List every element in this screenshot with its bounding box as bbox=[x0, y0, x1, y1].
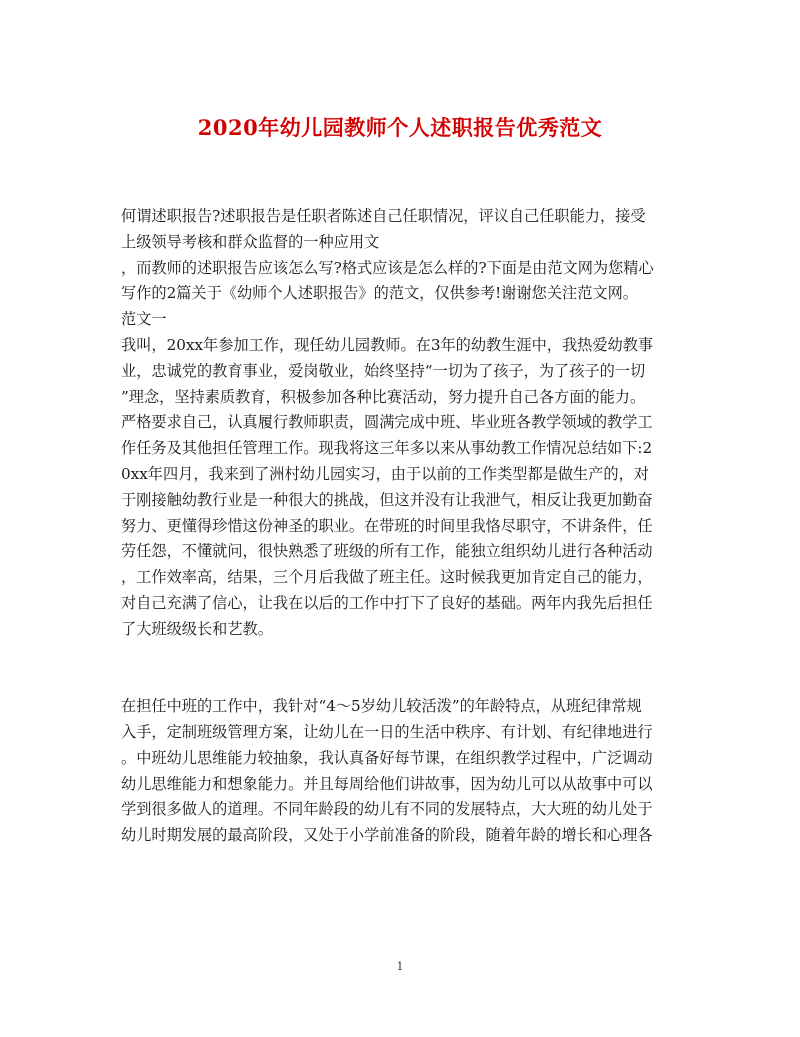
text-line: 于刚接触幼教行业是一种很大的挑战，但这并没有让我泄气，相反让我更加勤奋 bbox=[121, 490, 653, 509]
text-line: 严格要求自己，认真履行教师职责，圆满完成中班、毕业班各教学领域的教学工 bbox=[121, 413, 653, 432]
text-line: 上级领导考核和群众监督的一种应用文 bbox=[121, 232, 380, 251]
text-line: ，而教师的述职报告应该怎么写?格式应该是怎么样的?下面是由范文网为您精心 bbox=[121, 258, 654, 277]
document-body bbox=[121, 204, 681, 849]
text-line: 。中班幼儿思维能力较抽象，我认真备好每节课，在组织教学过程中，广泛调动 bbox=[121, 748, 653, 767]
text-line: 0xx年四月，我来到了洲村幼儿园实习，由于以前的工作类型都是做生产的，对 bbox=[121, 464, 649, 483]
text-line: 在担任中班的工作中，我针对“4～5岁幼儿较活泼”的年龄特点，从班纪律常规 bbox=[121, 697, 642, 716]
text-line: 我叫，20xx年参加工作，现任幼儿园教师。在3年的幼教生涯中，我热爱幼教事 bbox=[121, 335, 654, 354]
document-title: 2020年幼儿园教师个人述职报告优秀范文 bbox=[197, 115, 603, 140]
text-line: ，工作效率高，结果，三个月后我做了班主任。这时候我更加肯定自己的能力， bbox=[121, 568, 653, 587]
paragraph-gap bbox=[121, 643, 681, 669]
section-heading: 范文一 bbox=[121, 310, 167, 329]
text-line: 何谓述职报告?述职报告是任职者陈述自己任职情况，评议自己任职能力，接受 bbox=[121, 207, 646, 225]
text-line: 对自己充满了信心，让我在以后的工作中打下了良好的基础。两年内我先后担任 bbox=[121, 593, 653, 612]
page-number: 1 bbox=[396, 960, 404, 973]
text-line: 努力、更懂得珍惜这份神圣的职业。在带班的时间里我恪尽职守，不讲条件，任 bbox=[121, 516, 653, 535]
text-line: 业，忠诚党的教育事业，爱岗敬业，始终坚持“一切为了孩子，为了孩子的一切 bbox=[121, 361, 646, 380]
text-line: 了大班级级长和艺教。 bbox=[121, 619, 273, 638]
text-line: 劳任怨，不懂就问，很快熟悉了班级的所有工作，能独立组织幼儿进行各种活动 bbox=[121, 542, 653, 561]
text-line: 入手，定制班级管理方案，让幼儿在一日的生活中秩序、有计划、有纪律地进行 bbox=[121, 722, 653, 741]
text-line: 幼儿思维能力和想象能力。并且每周给他们讲故事，因为幼儿可以从故事中可以 bbox=[121, 774, 653, 793]
text-line: 写作的2篇关于《幼师个人述职报告》的范文，仅供参考!谢谢您关注范文网。 bbox=[121, 284, 638, 303]
paragraph-gap bbox=[121, 668, 681, 694]
text-line: ”理念，坚持素质教育，积极参加各种比赛活动，努力提升自己各方面的能力。 bbox=[121, 387, 646, 406]
text-line: 学到很多做人的道理。不同年龄段的幼儿有不同的发展特点，大大班的幼儿处于 bbox=[121, 800, 653, 819]
text-line: 幼儿时期发展的最高阶段，又处于小学前准备的阶段，随着年龄的增长和心理各 bbox=[121, 826, 653, 845]
text-line: 作任务及其他担任管理工作。现我将这三年多以来从事幼教工作情况总结如下:2 bbox=[121, 439, 653, 458]
